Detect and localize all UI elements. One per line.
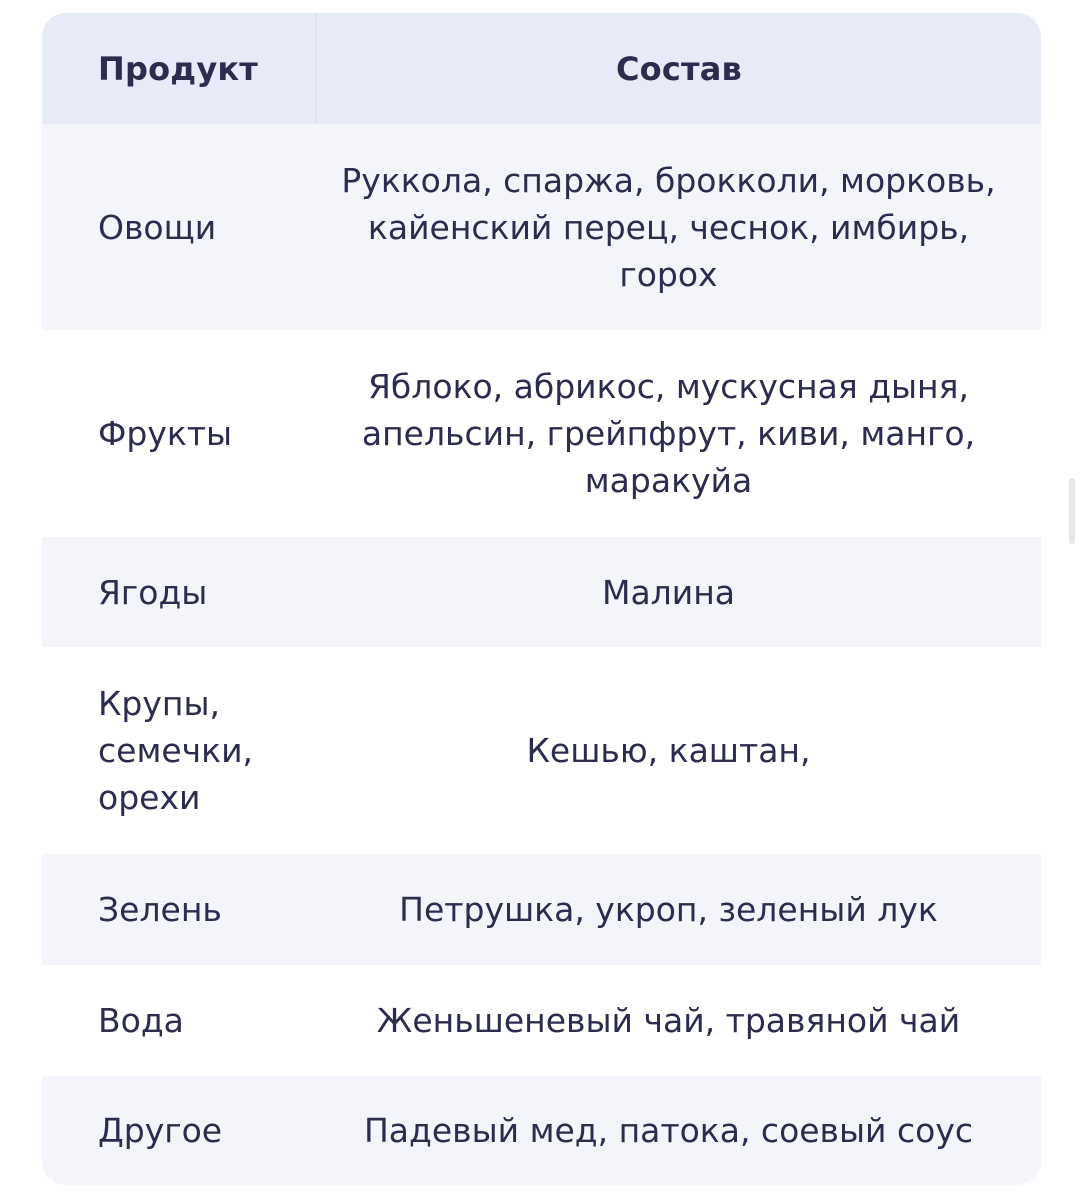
table-body <box>42 124 1041 1185</box>
composition-cell: Малина <box>316 537 1041 647</box>
table-row <box>42 965 1041 1076</box>
scroll-indicator[interactable] <box>1069 478 1075 544</box>
food-table-card <box>42 13 1041 1185</box>
product-cell: Зелень <box>42 854 316 965</box>
composition-cell: Падевый мед, патока, соевый соус <box>316 1076 1041 1185</box>
product-cell: Вода <box>42 965 316 1076</box>
product-cell: Другое <box>42 1076 316 1185</box>
composition-cell: Петрушка, укроп, зеленый лук <box>316 854 1041 965</box>
table-header <box>42 13 1041 124</box>
header-product: Продукт <box>42 13 316 124</box>
header-row <box>42 13 1041 124</box>
food-table <box>42 13 1041 1185</box>
table-row <box>42 330 1041 537</box>
table-row <box>42 124 1041 330</box>
composition-cell: Яблоко, абрикос, мускусная дыня, апельсин, грейпфрут, киви, манго, маракуйа <box>316 330 1041 537</box>
product-cell: Фрукты <box>42 330 316 537</box>
product-cell: Овощи <box>42 124 316 330</box>
table-row <box>42 647 1041 854</box>
composition-cell: Кешью, каштан, <box>316 647 1041 854</box>
header-composition: Состав <box>316 13 1041 124</box>
composition-cell: Руккола, спаржа, брокколи, морковь, кайенский перец, чеснок, имбирь, горох <box>316 124 1041 330</box>
product-cell: Крупы, семечки, орехи <box>42 647 316 854</box>
product-cell: Ягоды <box>42 537 316 647</box>
table-row <box>42 854 1041 965</box>
composition-cell: Женьшеневый чай, травяной чай <box>316 965 1041 1076</box>
table-row <box>42 537 1041 647</box>
table-row <box>42 1076 1041 1185</box>
